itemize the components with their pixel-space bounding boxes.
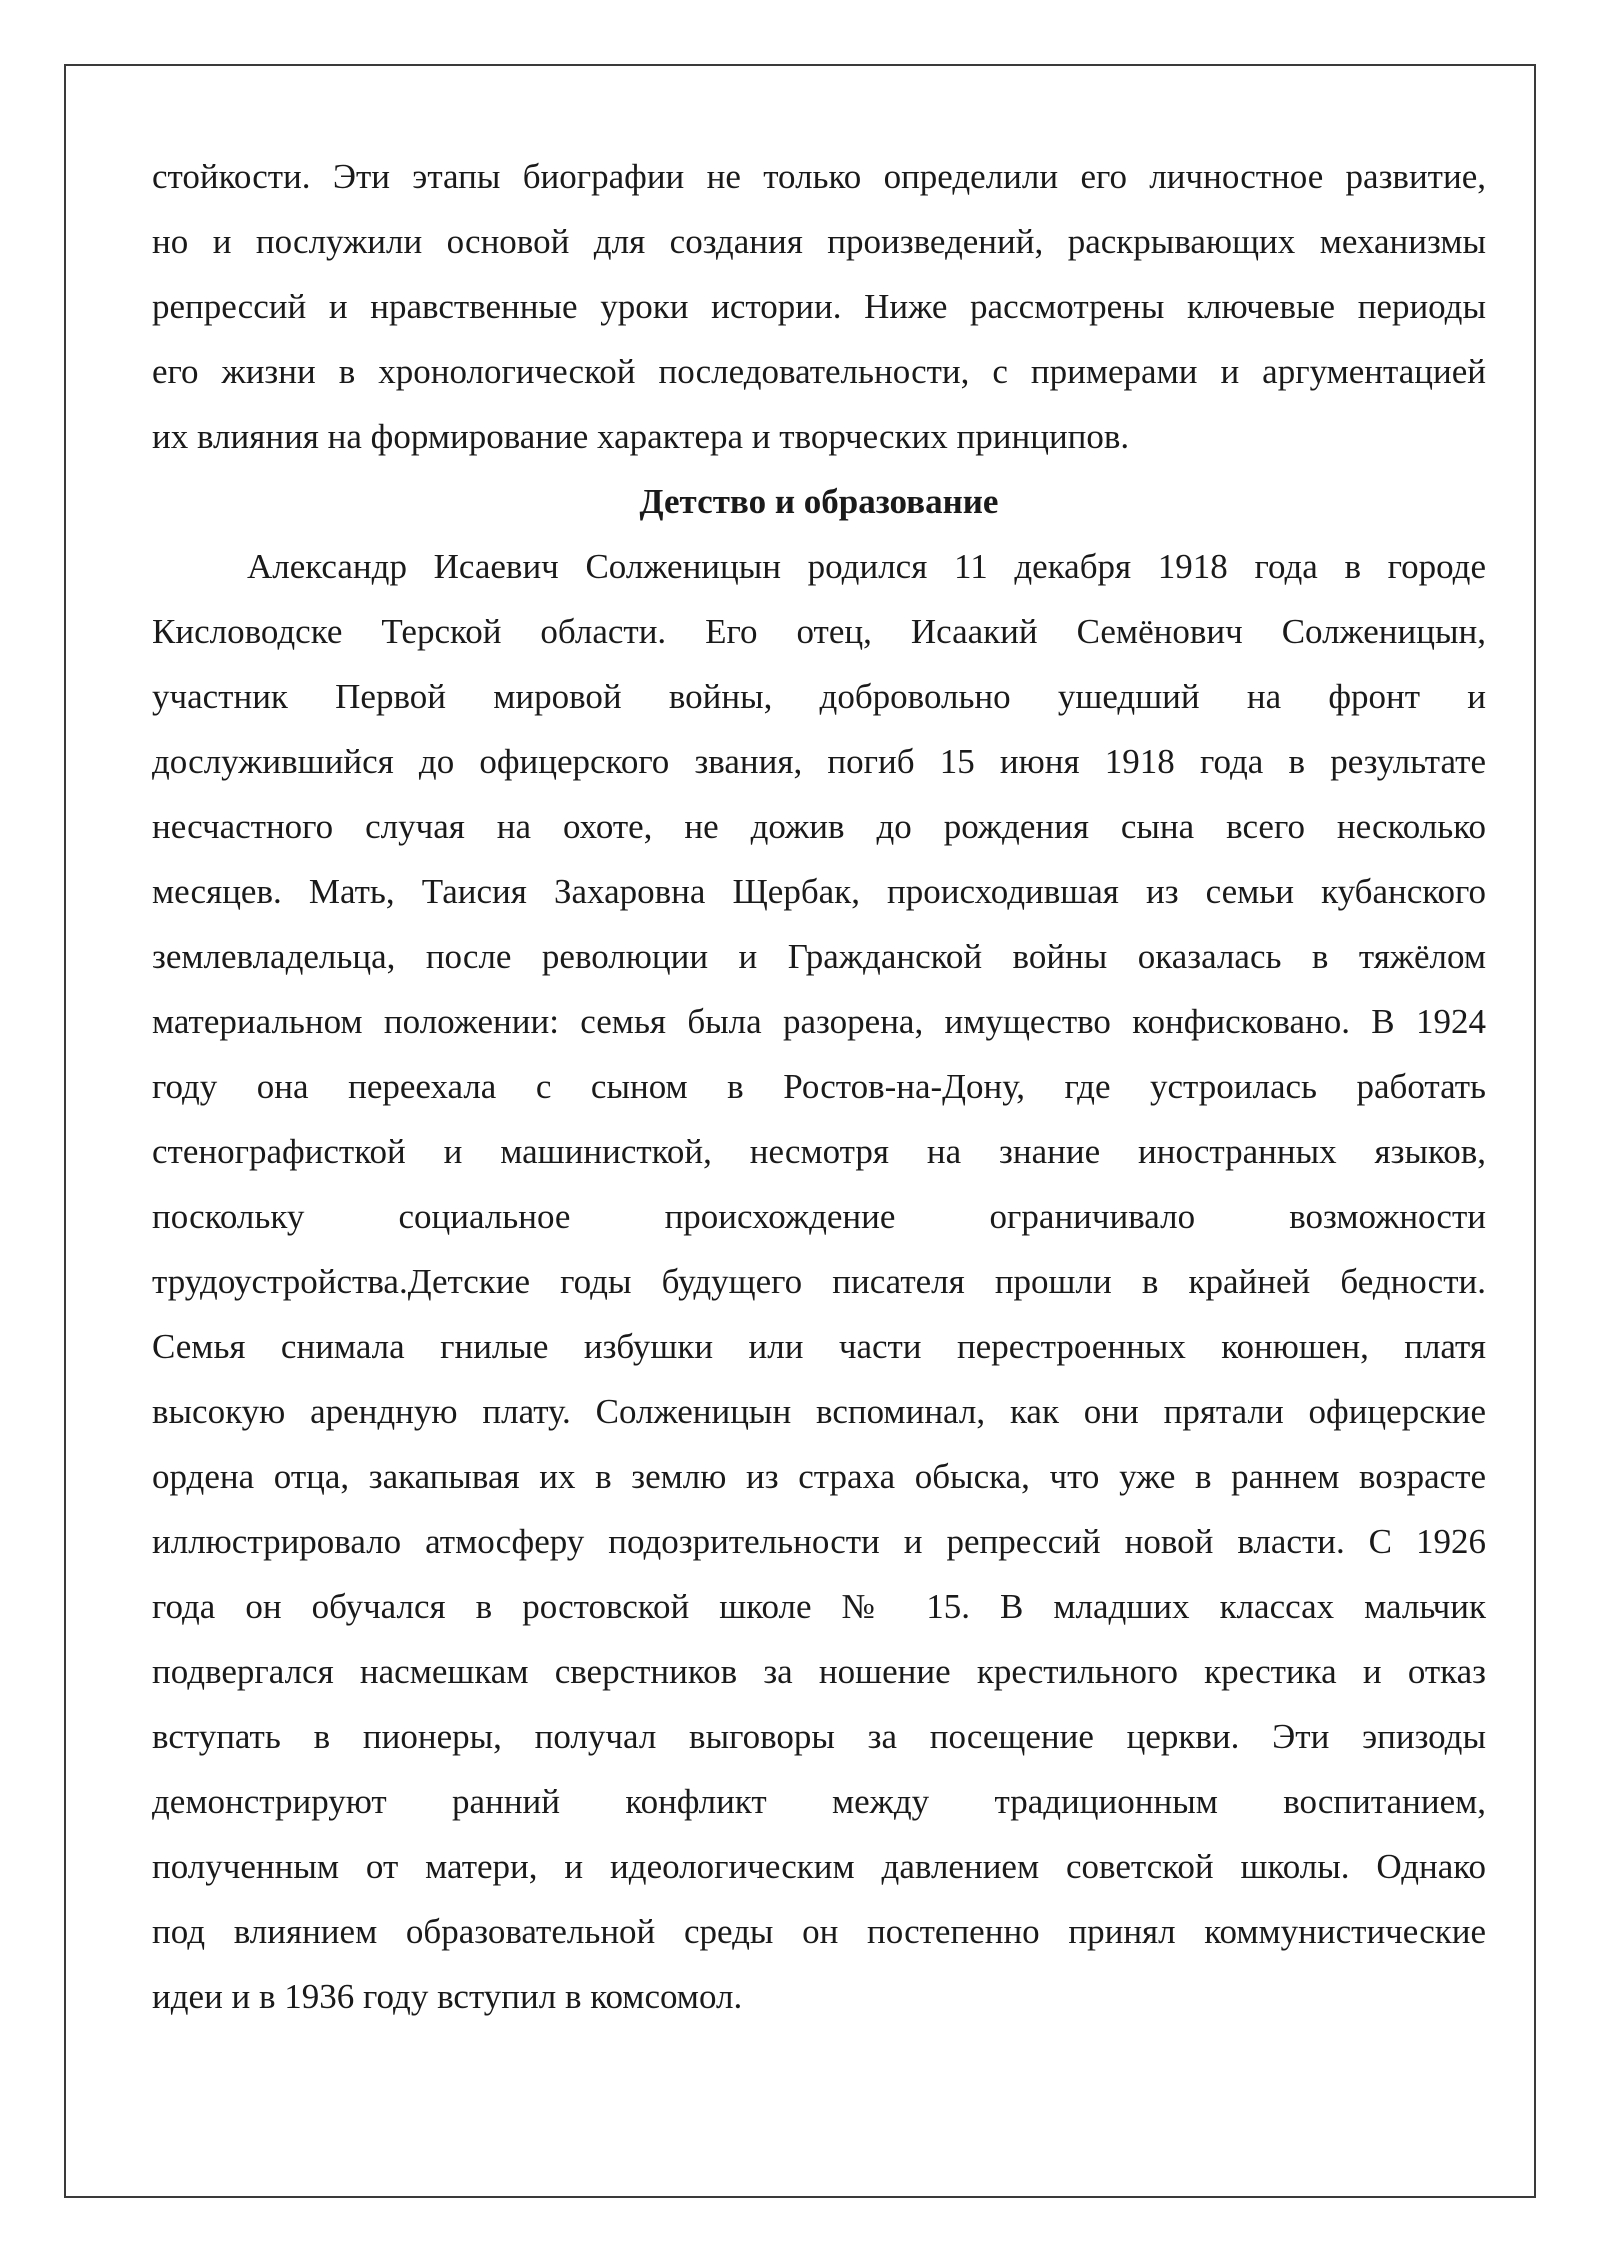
paragraph-line: несчастного случая на охоте, не дожив до рождения сына всего несколько	[152, 807, 1486, 846]
paragraph-line: поскольку социальное происхождение ограничивало возможности	[152, 1197, 1486, 1236]
paragraph-line: полученным от матери, и идеологическим давлением советской школы. Однако	[152, 1847, 1486, 1886]
paragraph-line: года он обучался в ростовской школе № 15. В младших классах мальчик	[152, 1587, 1486, 1626]
paragraph-line: ордена отца, закапывая их в землю из страха обыска, что уже в раннем возрасте	[152, 1457, 1486, 1496]
paragraph-line: Семья снимала гнилые избушки или части перестроенных конюшен, платя	[152, 1327, 1486, 1366]
paragraph-line: иллюстрировало атмосферу подозрительности и репрессий новой власти. С 1926	[152, 1522, 1486, 1561]
document-body	[152, 144, 1486, 2029]
paragraph-line: трудоустройства.Детские годы будущего писателя прошли в крайней бедности.	[152, 1262, 1486, 1301]
paragraph-line: высокую арендную плату. Солженицын вспоминал, как они прятали офицерские	[152, 1392, 1486, 1431]
paragraph-line: году она переехала с сыном в Ростов-на-Дону, где устроилась работать	[152, 1067, 1486, 1106]
paragraph-line: материальном положении: семья была разорена, имущество конфисковано. В 1924	[152, 1002, 1486, 1041]
paragraph-line: стенографисткой и машинисткой, несмотря на знание иностранных языков,	[152, 1132, 1486, 1171]
paragraph-line: но и послужили основой для создания произведений, раскрывающих механизмы	[152, 222, 1486, 261]
paragraph-line: вступать в пионеры, получал выговоры за посещение церкви. Эти эпизоды	[152, 1717, 1486, 1756]
paragraph-line: Кисловодске Терской области. Его отец, Исаакий Семёнович Солженицын,	[152, 612, 1486, 651]
paragraph-line: стойкости. Эти этапы биографии не только определили его личностное развитие,	[152, 157, 1486, 196]
paragraph-line: землевладельца, после революции и Гражданской войны оказалась в тяжёлом	[152, 937, 1486, 976]
paragraph-line: демонстрируют ранний конфликт между традиционным воспитанием,	[152, 1782, 1486, 1821]
paragraph-line: их влияния на формирование характера и творческих принципов.	[152, 417, 1130, 456]
paragraph-line: месяцев. Мать, Таисия Захаровна Щербак, происходившая из семьи кубанского	[152, 872, 1486, 911]
paragraph-line: идеи и в 1936 году вступил в комсомол.	[152, 1977, 743, 2016]
paragraph-line: подвергался насмешкам сверстников за ношение крестильного крестика и отказ	[152, 1652, 1486, 1691]
paragraph-line: участник Первой мировой войны, добровольно ушедший на фронт и	[152, 677, 1486, 716]
paragraph-line: репрессий и нравственные уроки истории. Ниже рассмотрены ключевые периоды	[152, 287, 1486, 326]
paragraph-line: дослужившийся до офицерского звания, погиб 15 июня 1918 года в результате	[152, 742, 1486, 781]
paragraph-line: Александр Исаевич Солженицын родился 11 декабря 1918 года в городе	[247, 547, 1486, 586]
paragraph-line: под влиянием образовательной среды он постепенно принял коммунистические	[152, 1912, 1486, 1951]
section-heading: Детство и образование	[639, 482, 999, 521]
paragraph-line: его жизни в хронологической последовательности, с примерами и аргументацией	[152, 352, 1486, 391]
